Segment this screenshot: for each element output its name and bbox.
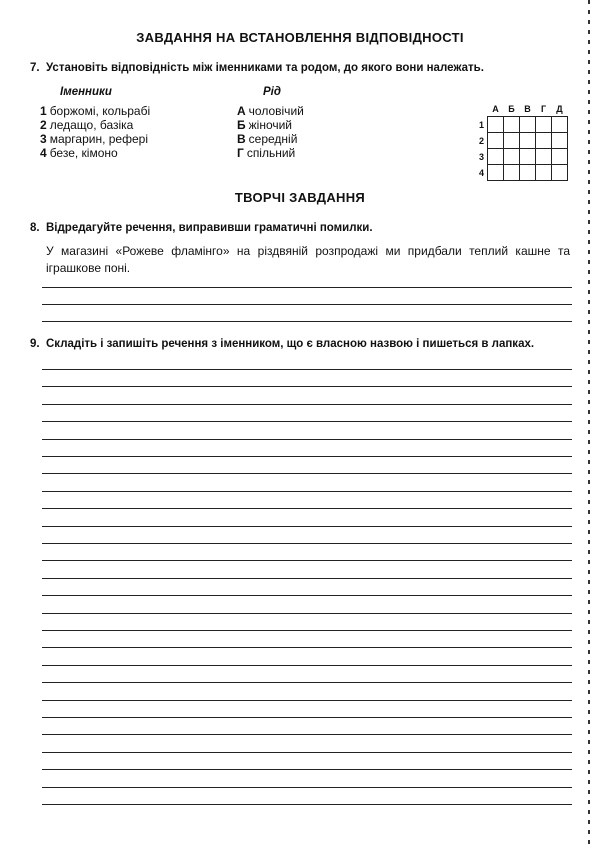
answer-line[interactable] bbox=[42, 439, 572, 440]
answer-line[interactable] bbox=[42, 734, 572, 735]
noun-item-1 bbox=[40, 104, 150, 118]
answer-line[interactable] bbox=[42, 613, 572, 614]
noun-text-4: безе, кімоно bbox=[49, 146, 118, 160]
spiral-mark bbox=[588, 20, 590, 24]
spiral-mark bbox=[588, 400, 590, 404]
grid-row-label-2: 2 bbox=[478, 135, 484, 146]
spiral-mark bbox=[588, 700, 590, 704]
spiral-mark bbox=[588, 830, 590, 834]
grid-col-g: Г bbox=[540, 103, 547, 114]
noun-item-2 bbox=[40, 118, 150, 132]
spiral-mark bbox=[588, 730, 590, 734]
answer-cell[interactable] bbox=[552, 117, 568, 133]
gender-item-a bbox=[237, 104, 304, 118]
answer-line[interactable] bbox=[42, 369, 572, 370]
spiral-mark bbox=[588, 350, 590, 354]
spiral-mark bbox=[588, 810, 590, 814]
answer-grid-header bbox=[472, 101, 568, 117]
spiral-mark bbox=[588, 40, 590, 44]
spiral-mark bbox=[588, 260, 590, 264]
spiral-mark bbox=[588, 220, 590, 224]
spiral-mark bbox=[588, 310, 590, 314]
spiral-mark bbox=[588, 620, 590, 624]
task-8-number: 8. bbox=[30, 222, 40, 234]
spiral-mark bbox=[588, 690, 590, 694]
spiral-mark bbox=[588, 450, 590, 454]
spiral-binding bbox=[582, 0, 596, 852]
task-7-prompt bbox=[30, 62, 484, 74]
answer-grid bbox=[472, 101, 568, 181]
gender-text-d: спільний bbox=[246, 146, 296, 160]
grid-col-v: В bbox=[524, 103, 531, 114]
answer-line[interactable] bbox=[42, 804, 572, 805]
spiral-mark bbox=[588, 210, 590, 214]
spiral-mark bbox=[588, 150, 590, 154]
answer-line[interactable] bbox=[42, 700, 572, 701]
spiral-mark bbox=[588, 290, 590, 294]
spiral-mark bbox=[588, 30, 590, 34]
spiral-mark bbox=[588, 560, 590, 564]
spiral-mark bbox=[588, 50, 590, 54]
gender-list bbox=[237, 104, 304, 160]
spiral-mark bbox=[588, 760, 590, 764]
answer-cell[interactable] bbox=[536, 133, 552, 149]
answer-line[interactable] bbox=[42, 560, 572, 561]
answer-line[interactable] bbox=[42, 630, 572, 631]
answer-cell[interactable] bbox=[488, 149, 504, 165]
spiral-mark bbox=[588, 520, 590, 524]
spiral-mark bbox=[588, 340, 590, 344]
spiral-mark bbox=[588, 820, 590, 824]
spiral-mark bbox=[588, 380, 590, 384]
answer-grid-row bbox=[472, 117, 568, 133]
noun-key-3: 3 bbox=[40, 132, 47, 146]
spiral-mark bbox=[588, 790, 590, 794]
answer-cell[interactable] bbox=[536, 149, 552, 165]
task-9-text: Складіть і запишіть речення з іменником, що є власною назвою і пишеться в лапках. bbox=[46, 338, 535, 350]
task-7-number: 7. bbox=[30, 62, 40, 74]
answer-cell[interactable] bbox=[504, 117, 520, 133]
answer-line[interactable] bbox=[42, 578, 572, 579]
answer-cell[interactable] bbox=[520, 149, 536, 165]
spiral-mark bbox=[588, 590, 590, 594]
spiral-mark bbox=[588, 190, 590, 194]
answer-grid-row bbox=[472, 133, 568, 149]
answer-cell[interactable] bbox=[520, 165, 536, 181]
spiral-mark bbox=[588, 800, 590, 804]
spiral-mark bbox=[588, 610, 590, 614]
spiral-mark bbox=[588, 770, 590, 774]
spiral-mark bbox=[588, 70, 590, 74]
answer-line[interactable] bbox=[42, 321, 572, 322]
spiral-mark bbox=[588, 10, 590, 14]
answer-line[interactable] bbox=[42, 647, 572, 648]
answer-line[interactable] bbox=[42, 304, 572, 305]
spiral-mark bbox=[588, 570, 590, 574]
spiral-mark bbox=[588, 390, 590, 394]
answer-line[interactable] bbox=[42, 787, 572, 788]
gender-key-c: В bbox=[237, 132, 246, 146]
spiral-mark bbox=[588, 250, 590, 254]
answer-cell[interactable] bbox=[504, 133, 520, 149]
answer-line[interactable] bbox=[42, 752, 572, 753]
spiral-mark bbox=[588, 300, 590, 304]
grid-col-a: А bbox=[492, 103, 499, 114]
spiral-mark bbox=[588, 510, 590, 514]
answer-line[interactable] bbox=[42, 508, 572, 509]
answer-line[interactable] bbox=[42, 526, 572, 527]
noun-text-3: маргарин, рефері bbox=[49, 132, 148, 146]
answer-cell[interactable] bbox=[536, 117, 552, 133]
gender-item-b bbox=[237, 118, 304, 132]
task-8-text: Відредагуйте речення, виправивши граматичні помилки. bbox=[46, 222, 373, 234]
answer-line[interactable] bbox=[42, 386, 572, 387]
noun-text-2: ледащо, базіка bbox=[49, 118, 134, 132]
spiral-mark bbox=[588, 330, 590, 334]
answer-cell[interactable] bbox=[552, 133, 568, 149]
spiral-mark bbox=[588, 140, 590, 144]
answer-line[interactable] bbox=[42, 287, 572, 288]
spiral-mark bbox=[588, 370, 590, 374]
noun-key-1: 1 bbox=[40, 104, 47, 118]
spiral-mark bbox=[588, 100, 590, 104]
gender-column-header: Рід bbox=[263, 86, 281, 98]
answer-grid-row bbox=[472, 165, 568, 181]
spiral-mark bbox=[588, 180, 590, 184]
answer-line[interactable] bbox=[42, 665, 572, 666]
gender-item-c bbox=[237, 132, 304, 146]
section-title-matching: ЗАВДАННЯ НА ВСТАНОВЛЕННЯ ВІДПОВІДНОСТІ bbox=[136, 30, 464, 45]
grid-col-d: Д bbox=[556, 103, 563, 114]
spiral-mark bbox=[588, 710, 590, 714]
task-8-prompt bbox=[30, 222, 373, 234]
spiral-mark bbox=[588, 640, 590, 644]
gender-text-c: середній bbox=[248, 132, 298, 146]
gender-text-a: чоловічий bbox=[248, 104, 304, 118]
answer-line[interactable] bbox=[42, 456, 572, 457]
answer-line[interactable] bbox=[42, 595, 572, 596]
spiral-mark bbox=[588, 90, 590, 94]
spiral-mark bbox=[588, 530, 590, 534]
answer-cell[interactable] bbox=[488, 165, 504, 181]
spiral-mark bbox=[588, 470, 590, 474]
spiral-mark bbox=[588, 840, 590, 844]
answer-line[interactable] bbox=[42, 769, 572, 770]
spiral-mark bbox=[588, 280, 590, 284]
spiral-mark bbox=[588, 490, 590, 494]
spiral-mark bbox=[588, 580, 590, 584]
spiral-mark bbox=[588, 360, 590, 364]
spiral-mark bbox=[588, 660, 590, 664]
answer-cell[interactable] bbox=[552, 165, 568, 181]
answer-cell[interactable] bbox=[552, 149, 568, 165]
answer-cell[interactable] bbox=[520, 133, 536, 149]
task-7-text: Установіть відповідність між іменниками та родом, до якого вони належать. bbox=[46, 62, 484, 74]
spiral-mark bbox=[588, 160, 590, 164]
spiral-mark bbox=[588, 0, 590, 4]
grid-row-label-3: 3 bbox=[478, 151, 484, 162]
answer-line[interactable] bbox=[42, 473, 572, 474]
gender-key-a: А bbox=[237, 104, 246, 118]
answer-cell[interactable] bbox=[520, 117, 536, 133]
gender-key-b: Б bbox=[237, 118, 246, 132]
task-8-sentence: У магазині «Рожеве фламінго» на різдвяній розпродажі ми придбали теплий кашне та іграшкове поні. bbox=[46, 244, 570, 275]
spiral-mark bbox=[588, 130, 590, 134]
task-9-prompt bbox=[30, 338, 534, 350]
grid-row-label-1: 1 bbox=[478, 119, 484, 130]
nouns-column-header: Іменники bbox=[60, 86, 112, 98]
noun-item-4 bbox=[40, 146, 150, 160]
spiral-mark bbox=[588, 230, 590, 234]
gender-text-b: жіночий bbox=[248, 118, 293, 132]
spiral-mark bbox=[588, 440, 590, 444]
spiral-mark bbox=[588, 680, 590, 684]
grid-row-label-4: 4 bbox=[478, 167, 484, 178]
answer-cell[interactable] bbox=[488, 133, 504, 149]
answer-line[interactable] bbox=[42, 717, 572, 718]
noun-text-1: боржомі, кольрабі bbox=[49, 104, 151, 118]
spiral-mark bbox=[588, 740, 590, 744]
spiral-mark bbox=[588, 720, 590, 724]
spiral-mark bbox=[588, 200, 590, 204]
spiral-mark bbox=[588, 420, 590, 424]
noun-key-2: 2 bbox=[40, 118, 47, 132]
answer-line[interactable] bbox=[42, 421, 572, 422]
spiral-mark bbox=[588, 780, 590, 784]
spiral-mark bbox=[588, 630, 590, 634]
spiral-mark bbox=[588, 460, 590, 464]
spiral-mark bbox=[588, 110, 590, 114]
spiral-mark bbox=[588, 60, 590, 64]
spiral-mark bbox=[588, 500, 590, 504]
noun-list bbox=[40, 104, 150, 160]
answer-cell[interactable] bbox=[488, 117, 504, 133]
spiral-mark bbox=[588, 650, 590, 654]
answer-line[interactable] bbox=[42, 682, 572, 683]
spiral-mark bbox=[588, 410, 590, 414]
answer-cell[interactable] bbox=[504, 165, 520, 181]
spiral-mark bbox=[588, 550, 590, 554]
spiral-mark bbox=[588, 80, 590, 84]
gender-key-d: Г bbox=[237, 146, 244, 160]
spiral-mark bbox=[588, 750, 590, 754]
task-9-number: 9. bbox=[30, 338, 40, 350]
section-title-creative: ТВОРЧІ ЗАВДАННЯ bbox=[234, 190, 366, 205]
spiral-mark bbox=[588, 480, 590, 484]
spiral-mark bbox=[588, 270, 590, 274]
spiral-mark bbox=[588, 670, 590, 674]
answer-line[interactable] bbox=[42, 404, 572, 405]
spiral-mark bbox=[588, 120, 590, 124]
spiral-mark bbox=[588, 170, 590, 174]
spiral-mark bbox=[588, 430, 590, 434]
answer-line[interactable] bbox=[42, 491, 572, 492]
answer-cell[interactable] bbox=[536, 165, 552, 181]
grid-col-b: Б bbox=[508, 103, 515, 114]
noun-item-3 bbox=[40, 132, 150, 146]
answer-grid-row bbox=[472, 149, 568, 165]
gender-item-d bbox=[237, 146, 304, 160]
spiral-mark bbox=[588, 600, 590, 604]
answer-line[interactable] bbox=[42, 543, 572, 544]
spiral-mark bbox=[588, 320, 590, 324]
noun-key-4: 4 bbox=[40, 146, 47, 160]
answer-cell[interactable] bbox=[504, 149, 520, 165]
spiral-mark bbox=[588, 540, 590, 544]
spiral-mark bbox=[588, 240, 590, 244]
